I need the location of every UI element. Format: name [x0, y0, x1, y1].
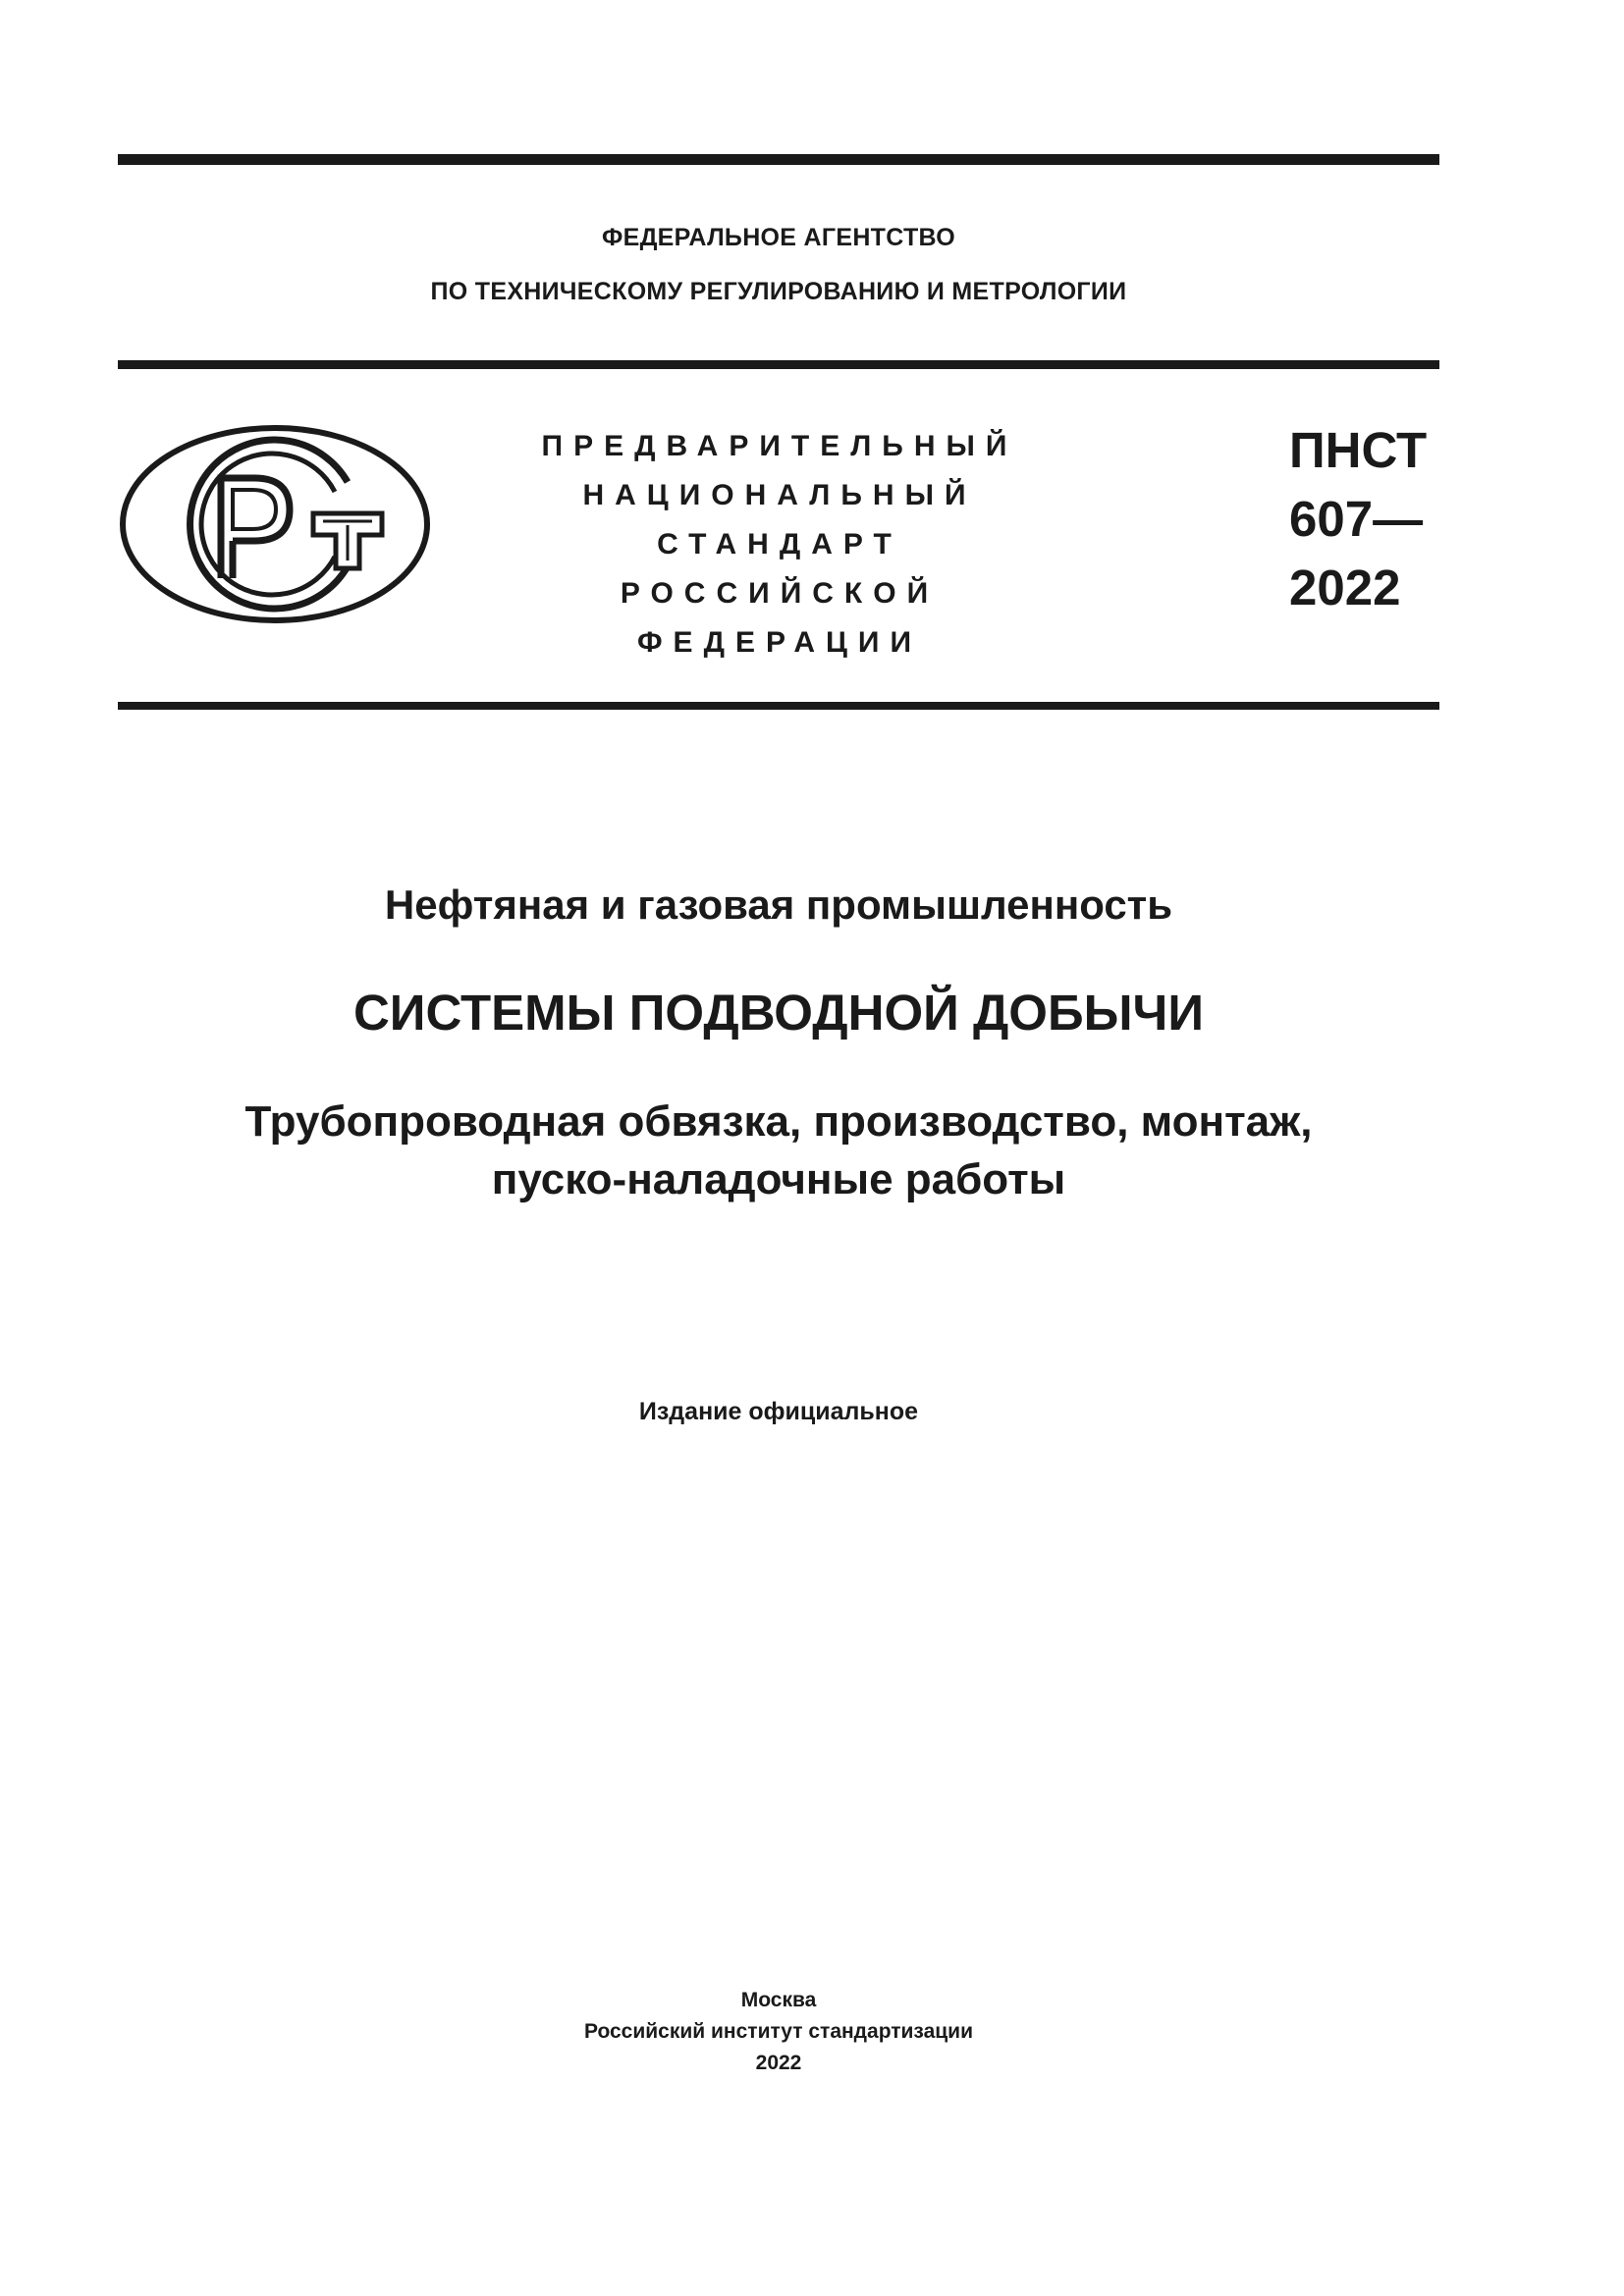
- standard-type-line: НАЦИОНАЛЬНЫЙ: [582, 479, 977, 511]
- standard-type-line: СТАНДАРТ: [657, 528, 902, 561]
- bottom-rule: [118, 702, 1439, 710]
- standard-number-line: ПНСТ: [1289, 422, 1428, 478]
- imprint: [118, 1985, 1439, 2079]
- standard-number-line: 607—: [1289, 491, 1424, 547]
- agency-name-line2: ПО ТЕХНИЧЕСКОМУ РЕГУЛИРОВАНИЮ И МЕТРОЛОГИИ: [430, 278, 1127, 305]
- edition-label: Издание официальное: [638, 1398, 919, 1425]
- subtitle-line: Трубопроводная обвязка, производство, монтаж,: [244, 1097, 1313, 1146]
- standard-type-line: РОССИЙСКОЙ: [620, 577, 940, 610]
- imprint-year: 2022: [755, 2052, 802, 2074]
- standard-type-line: ПРЕДВАРИТЕЛЬНЫЙ: [541, 430, 1018, 462]
- agency-name-line1: ФЕДЕРАЛЬНОЕ АГЕНТСТВО: [601, 224, 956, 251]
- standard-number: [1289, 416, 1427, 622]
- middle-rule: [118, 360, 1439, 369]
- top-rule: [118, 154, 1439, 165]
- standard-type-line: ФЕДЕРАЦИИ: [636, 626, 923, 659]
- imprint-city: Москва: [740, 1989, 817, 2011]
- document-title-main: СИСТЕМЫ ПОДВОДНОЙ ДОБЫЧИ: [352, 985, 1205, 1041]
- document-title-subtitle: [118, 1093, 1439, 1208]
- standard-type: [485, 422, 1074, 667]
- gost-r-emblem-icon: [117, 423, 433, 625]
- subtitle-line: пуско-наладочные работы: [491, 1155, 1066, 1203]
- imprint-publisher: Российский институт стандартизации: [583, 2020, 974, 2043]
- standard-number-line: 2022: [1289, 560, 1401, 615]
- document-title-industry: Нефтяная и газовая промышленность: [384, 881, 1173, 928]
